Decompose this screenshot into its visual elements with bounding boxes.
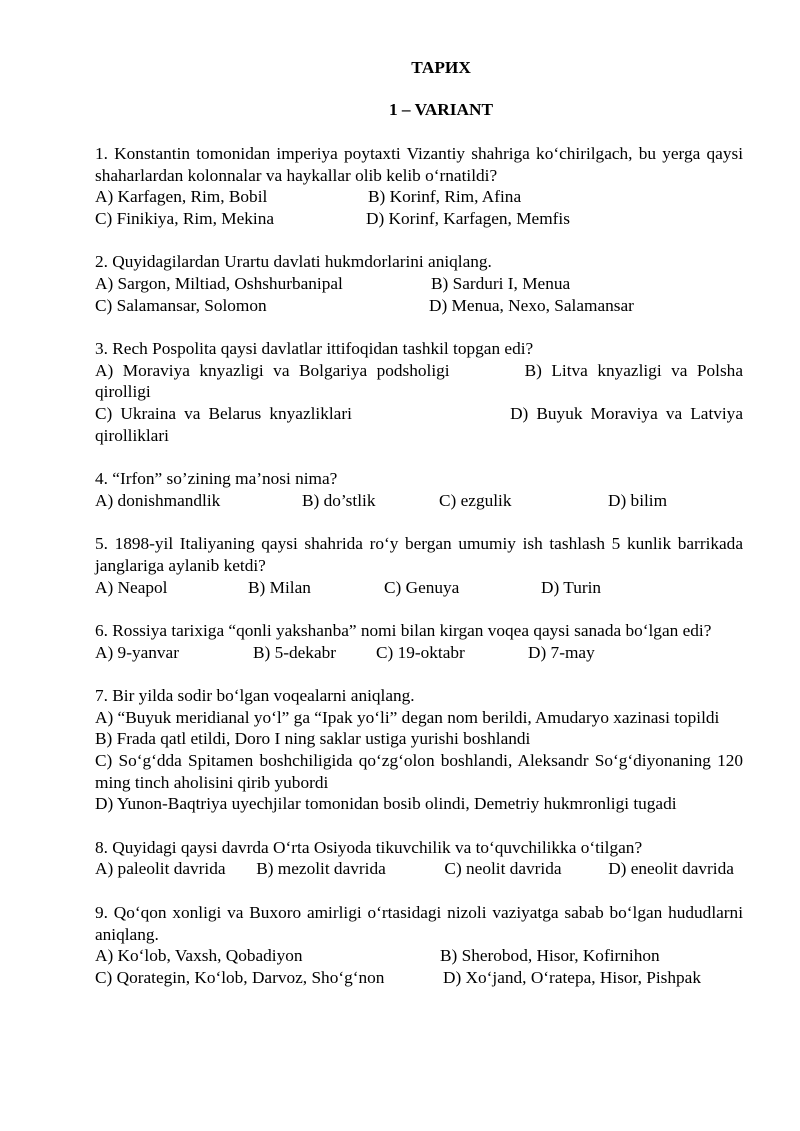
option-d: D) eneolit davrida xyxy=(608,859,734,879)
option-c: C) ezgulik xyxy=(439,490,512,510)
option-a: A) Karfagen, Rim, Bobil xyxy=(95,187,268,207)
question-text: 9. Qo‘qon xonligi va Buxoro amirligi o‘rtasidagi nizoli vaziyatga sabab bo‘lgan hududlarni aniqlang. xyxy=(95,903,743,944)
options-row xyxy=(95,967,743,989)
options-row xyxy=(95,186,743,208)
option-c: C) Genuya xyxy=(384,577,460,597)
options-row xyxy=(95,945,743,967)
question-9 xyxy=(95,902,743,988)
option-a: A) Sargon, Miltiad, Oshshurbanipal xyxy=(95,273,343,293)
question-3 xyxy=(95,338,743,446)
option-d: D) Menua, Nexo, Salamansar xyxy=(429,295,634,315)
question-1 xyxy=(95,143,743,229)
option-a: A) donishmandlik xyxy=(95,490,221,510)
question-8 xyxy=(95,837,743,880)
option-a: A) paleolit davrida xyxy=(95,859,226,879)
question-text: 4. “Irfon” so’zining ma’nosi nima? xyxy=(95,469,338,489)
question-text: 7. Bir yilda sodir bo‘lgan voqealarni aniqlang. xyxy=(95,686,415,706)
document-title: ТАРИХ xyxy=(411,58,471,77)
question-7 xyxy=(95,685,743,815)
option-d: D) Yunon-Baqtriya uyechjilar tomonidan bosib olindi, Demetriy hukmronligi tugadi xyxy=(95,794,677,814)
question-text: 6. Rossiya tarixiga “qonli yakshanba” nomi bilan kirgan voqea qaysi sanada bo‘lgan edi? xyxy=(95,621,712,641)
option-d: D) Turin xyxy=(541,577,602,597)
option-b: B) mezolit davrida xyxy=(256,859,386,879)
option-c: C) Finikiya, Rim, Mekina xyxy=(95,208,275,228)
option-b: B) Sarduri I, Menua xyxy=(431,273,571,293)
option-a: A) Moraviya knyazligi va Bolgariya podsholigi xyxy=(95,360,450,380)
variant-heading: 1 – VARIANT xyxy=(388,100,494,119)
option-a: A) 9-yanvar xyxy=(95,642,179,662)
options-row xyxy=(95,273,743,295)
question-text: 2. Quyidagilardan Urartu davlati hukmdorlarini aniqlang. xyxy=(95,252,492,272)
exam-page xyxy=(95,58,743,988)
option-b: B) 5-dekabr xyxy=(253,642,337,662)
options-row xyxy=(95,208,743,230)
options-row xyxy=(95,295,743,317)
option-d: D) Buyuk Moraviya va Latviya qirolliklari xyxy=(95,403,743,445)
option-a-b-line xyxy=(95,360,743,403)
question-5 xyxy=(95,533,743,598)
option-c: C) Ukraina va Belarus knyazliklari xyxy=(95,403,352,423)
option-a: A) Ko‘lob, Vaxsh, Qobadiyon xyxy=(95,946,303,966)
options-row xyxy=(95,490,743,512)
option-b: B) Sherobod, Hisor, Kofirnihon xyxy=(440,946,660,966)
option-d: D) Korinf, Karfagen, Memfis xyxy=(366,208,570,228)
option-c: C) Salamansar, Solomon xyxy=(95,295,267,315)
option-b: B) do’stlik xyxy=(302,490,376,510)
option-a: A) Neapol xyxy=(95,577,168,597)
option-b: B) Frada qatl etildi, Doro I ning saklar ustiga yurishi boshlandi xyxy=(95,729,531,749)
option-b: B) Korinf, Rim, Afina xyxy=(368,187,522,207)
option-c: C) So‘g‘dda Spitamen boshchiligida qo‘zg‘olon boshlandi, Aleksandr So‘g‘diyonaning 120 ming tinch aholisini qirib yubordi xyxy=(95,751,743,792)
option-d: D) Xo‘jand, O‘ratepa, Hisor, Pishpak xyxy=(443,967,701,987)
question-text: 3. Rech Pospolita qaysi davlatlar ittifoqidan tashkil topgan edi? xyxy=(95,339,534,359)
option-c: C) Qorategin, Ko‘lob, Darvoz, Sho‘g‘non xyxy=(95,967,385,987)
question-6 xyxy=(95,620,743,663)
option-c-d-line xyxy=(95,403,743,446)
options-row xyxy=(95,642,743,664)
question-2 xyxy=(95,251,743,316)
question-text: 8. Quyidagi qaysi davrda O‘rta Osiyoda tikuvchilik va to‘quvchilikka o‘tilgan? xyxy=(95,837,643,857)
question-4 xyxy=(95,468,743,511)
option-b: B) Milan xyxy=(248,577,311,597)
option-d: D) bilim xyxy=(608,490,668,510)
option-a: A) “Buyuk meridianal yo‘l” ga “Ipak yo‘li” degan nom berildi, Amudaryo xazinasi topildi xyxy=(95,707,720,727)
option-d: D) 7-may xyxy=(528,642,595,662)
question-text: 5. 1898-yil Italiyaning qaysi shahrida ro‘y bergan umumiy ish tashlash 5 kunlik barrikada janglariga aylanib ketdi? xyxy=(95,534,743,575)
option-c: C) 19-oktabr xyxy=(376,642,465,662)
options-line xyxy=(95,858,743,880)
options-row xyxy=(95,577,743,599)
option-b: B) Litva knyazligi va Polsha qirolligi xyxy=(95,360,743,402)
option-c: C) neolit davrida xyxy=(444,859,562,879)
question-text: 1. Konstantin tomonidan imperiya poytaxti Vizantiy shahriga ko‘chirilgach, bu yerga qaysi shaharlardan kolonnalar va haykallar olib kelib o‘rnatildi? xyxy=(95,144,743,185)
